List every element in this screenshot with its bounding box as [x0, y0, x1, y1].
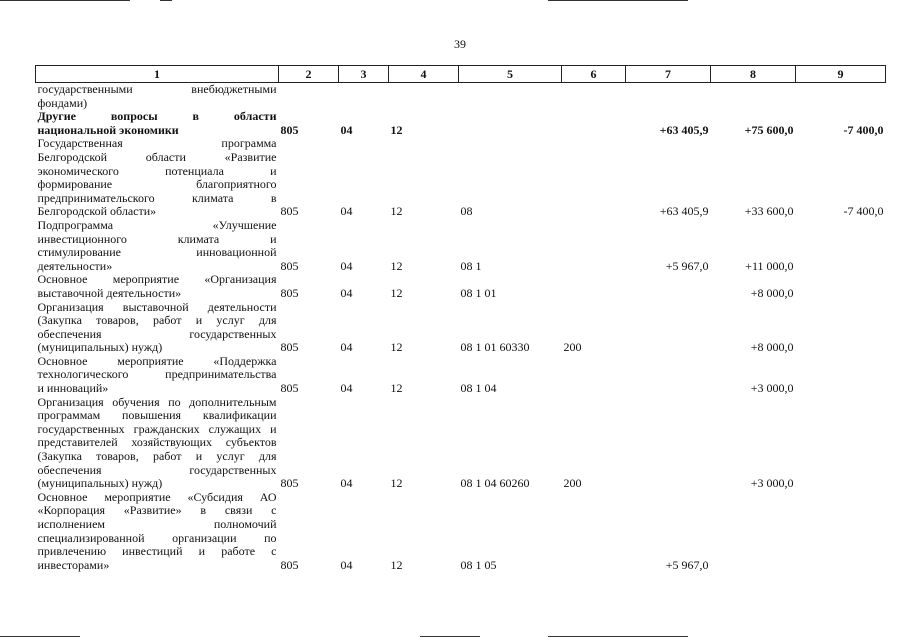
column-header: 2: [279, 66, 339, 83]
table-row: [36, 110, 886, 137]
table-row: [36, 273, 886, 300]
expense-type-code: [562, 110, 626, 137]
description-line: стимулирование инновационной: [37, 245, 277, 260]
description-line: Основное мероприятие «Организация: [37, 272, 277, 287]
admin-code: 805: [280, 122, 299, 137]
bottom-edge-line-left: [0, 636, 80, 637]
table-row: [36, 355, 886, 396]
row-description: [36, 396, 279, 491]
description-line: выставочной деятельности»: [37, 285, 182, 300]
description-line: формирование благоприятного: [37, 177, 277, 192]
admin-code: 805: [280, 285, 299, 300]
description-line: экономического потенциала и: [37, 163, 277, 178]
description-line: Организация выставочной деятельности: [37, 299, 277, 314]
description-line: обеспечения государственных: [37, 326, 277, 341]
description-line: Белгородской области»: [37, 204, 157, 219]
amount-col8: +8 000,0: [750, 285, 794, 300]
amount-col9: [796, 273, 886, 300]
subsection-code: 12: [390, 557, 403, 572]
section-code: 04: [340, 122, 353, 137]
column-header: 3: [339, 66, 389, 83]
expense-type-code: [562, 273, 626, 300]
description-line: инвесторами»: [37, 557, 110, 572]
description-line: фондами): [37, 95, 88, 110]
section-code: 04: [340, 476, 353, 491]
section-code: 04: [340, 381, 353, 396]
target-article-code: [459, 83, 562, 111]
section-code: [339, 83, 389, 111]
admin-code: 805: [280, 340, 299, 355]
column-header: 1: [36, 66, 279, 83]
description-line: исполнением полномочий: [37, 517, 277, 531]
description-line: привлечению инвестиций и работе с: [37, 544, 277, 559]
amount-col8: +11 000,0: [745, 258, 794, 273]
description-line: государственных гражданских служащих и: [37, 421, 277, 436]
description-line: и инноваций»: [37, 381, 109, 396]
description-line: (муниципальных) нужд): [37, 340, 163, 355]
amount-col7: +63 405,9: [659, 122, 709, 137]
target-article-code: 08 1 05: [460, 557, 497, 572]
admin-code: 805: [280, 557, 299, 572]
description-line: национальной экономики: [37, 122, 179, 137]
row-description: [36, 219, 279, 273]
description-line: Организация обучения по дополнительным: [37, 394, 277, 409]
amount-col7: [626, 273, 711, 300]
amount-col7: +63 405,9: [659, 204, 709, 219]
row-description: [36, 273, 279, 300]
description-line: Подпрограмма «Улучшение: [37, 217, 277, 232]
description-line: технологического предпринимательства: [37, 367, 277, 382]
section-code: 04: [340, 204, 353, 219]
expense-type-code: [562, 219, 626, 273]
column-header: 7: [626, 66, 711, 83]
amount-col8: +8 000,0: [750, 340, 794, 355]
description-line: (Закупка товаров, работ и услуг для: [37, 313, 277, 328]
column-header: 5: [459, 66, 562, 83]
amount-col7: [626, 301, 711, 355]
amount-col9: [796, 219, 886, 273]
column-number-header: [36, 66, 886, 83]
description-line: Другие вопросы в области: [37, 109, 277, 124]
row-description: [36, 137, 279, 219]
subsection-code: 12: [390, 204, 403, 219]
description-line: (Закупка товаров, работ и услуг для: [37, 449, 277, 464]
expense-type-code: [562, 137, 626, 219]
description-line: Основное мероприятие «Субсидия АО: [37, 489, 277, 504]
amount-col8: +33 600,0: [744, 204, 794, 219]
section-code: 04: [340, 258, 353, 273]
amount-col7: +5 967,0: [665, 557, 709, 572]
column-header: 9: [796, 66, 886, 83]
subsection-code: 12: [390, 381, 403, 396]
table-row: [36, 301, 886, 355]
description-line: инвестиционного климата и: [37, 231, 277, 246]
subsection-code: 12: [390, 285, 403, 300]
table-row: [36, 396, 886, 491]
target-article-code: 08 1 04 60260: [460, 476, 530, 491]
amount-col9: [796, 355, 886, 396]
description-line: предпринимательского климата в: [37, 190, 277, 205]
expense-type-code: [562, 491, 626, 573]
description-line: государственными внебюджетными: [37, 82, 277, 96]
amount-col9: [796, 491, 886, 573]
admin-code: [279, 83, 339, 111]
admin-code: 805: [280, 381, 299, 396]
amount-col7: [626, 355, 711, 396]
row-description: [36, 83, 279, 111]
expense-type-code: [562, 355, 626, 396]
description-line: «Корпорация «Развитие» в связи с: [37, 503, 277, 518]
amount-col9: [796, 83, 886, 111]
row-description: [36, 301, 279, 355]
description-line: обеспечения государственных: [37, 462, 277, 477]
target-article-code: 08 1 01 60330: [460, 340, 530, 355]
subsection-code: 12: [390, 340, 403, 355]
expense-type-code: 200: [563, 340, 582, 355]
target-article-code: 08: [460, 204, 473, 219]
amount-col8: +3 000,0: [750, 381, 794, 396]
amount-col7: +5 967,0: [665, 258, 709, 273]
amount-col9: [796, 396, 886, 491]
target-article-code: 08 1 01: [460, 285, 497, 300]
section-code: 04: [340, 557, 353, 572]
bottom-edge-line-mid: [420, 636, 480, 637]
description-line: специализированной организации по: [37, 530, 277, 545]
row-description: [36, 355, 279, 396]
table-row: [36, 83, 886, 111]
amount-col8: +3 000,0: [750, 476, 794, 491]
description-line: (муниципальных) нужд): [37, 476, 163, 491]
amount-col9: -7 400,0: [843, 122, 884, 137]
admin-code: 805: [280, 204, 299, 219]
target-article-code: 08 1: [460, 258, 482, 273]
expense-type-code: 200: [563, 476, 582, 491]
subsection-code: 12: [390, 122, 403, 137]
section-code: 04: [340, 285, 353, 300]
row-description: [36, 110, 279, 137]
subsection-code: 12: [390, 476, 403, 491]
amount-col9: -7 400,0: [843, 204, 884, 219]
amount-col8: [711, 491, 796, 573]
amount-col8: +75 600,0: [744, 122, 794, 137]
table-row: [36, 491, 886, 573]
amount-col7: [626, 396, 711, 491]
subsection-code: [389, 83, 459, 111]
description-line: деятельности»: [37, 258, 113, 273]
description-line: Белгородской области «Развитие: [37, 149, 277, 164]
bottom-edge-line-right: [548, 636, 688, 637]
description-line: Основное мероприятие «Поддержка: [37, 353, 277, 368]
row-description: [36, 491, 279, 573]
table-body: [36, 83, 886, 573]
table-row: [36, 137, 886, 219]
expense-type-code: [562, 83, 626, 111]
amount-col9: [796, 301, 886, 355]
target-article-code: 08 1 04: [460, 381, 497, 396]
description-line: представителей хозяйствующих субъектов: [37, 435, 277, 450]
top-edge-line-mid: [160, 0, 172, 1]
amount-col7: [626, 83, 711, 111]
column-header: 8: [711, 66, 796, 83]
target-article-code: [459, 110, 562, 137]
admin-code: 805: [280, 476, 299, 491]
amount-col8: [711, 83, 796, 111]
column-header: 4: [389, 66, 459, 83]
description-line: Государственная программа: [37, 136, 277, 151]
description-line: программам повышения квалификации: [37, 408, 277, 423]
column-header: 6: [562, 66, 626, 83]
section-code: 04: [340, 340, 353, 355]
budget-table: [35, 65, 886, 572]
table-row: [36, 219, 886, 273]
top-edge-line-left: [0, 0, 130, 1]
admin-code: 805: [280, 258, 299, 273]
top-edge-line-right: [548, 0, 688, 1]
page-number: 39: [454, 37, 466, 51]
subsection-code: 12: [390, 258, 403, 273]
